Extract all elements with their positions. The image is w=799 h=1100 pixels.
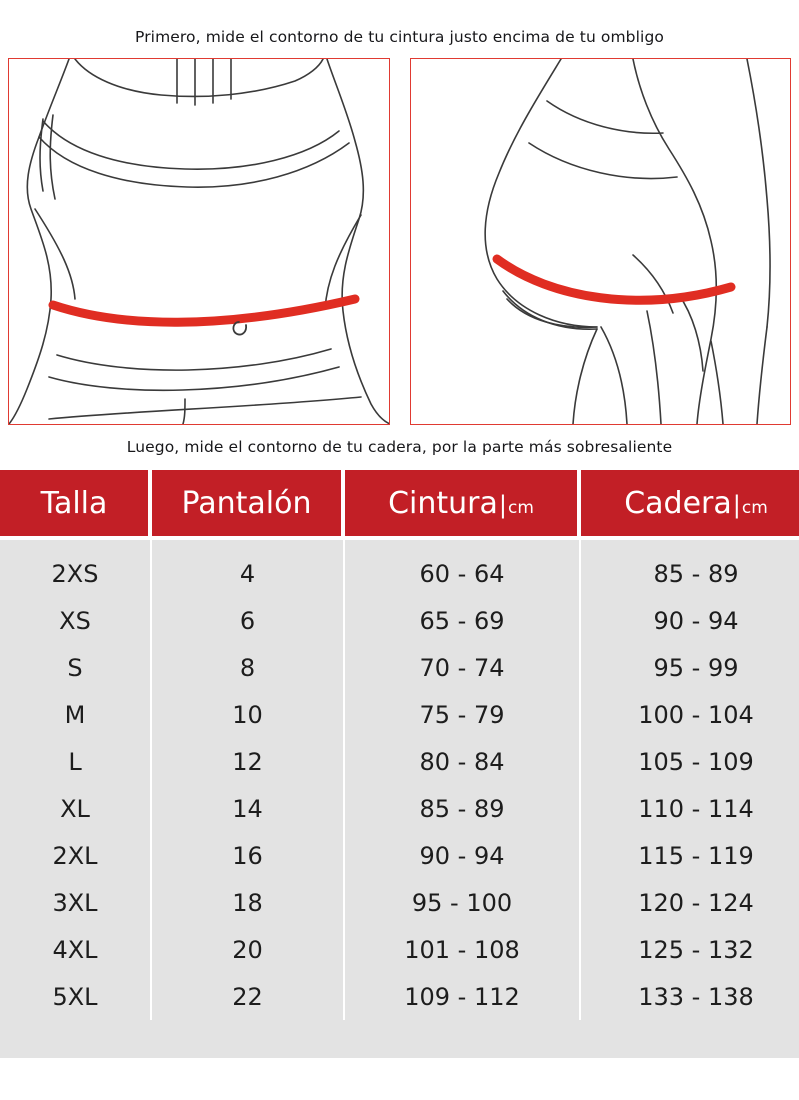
header-cintura [345, 470, 581, 540]
header-cadera-label: Cadera [624, 485, 732, 521]
cell-talla: M [0, 691, 152, 738]
hip-measure-illustration [410, 58, 792, 425]
hip-instruction-text: Luego, mide el contorno de tu cadera, por la parte más sobresaliente [126, 438, 673, 456]
cell-pantalon: 8 [152, 644, 345, 691]
cell-cintura: 60 - 64 [345, 540, 581, 597]
cell-cadera: 105 - 109 [581, 738, 799, 785]
cell-talla: 4XL [0, 926, 152, 973]
cell-talla: 5XL [0, 973, 152, 1020]
header-cintura-unit: cm [507, 497, 534, 518]
cell-pantalon: 22 [152, 973, 345, 1020]
cell-pantalon: 12 [152, 738, 345, 785]
table-row [0, 926, 799, 973]
cell-talla: XL [0, 785, 152, 832]
header-pantalon [152, 470, 345, 540]
table-row [0, 832, 799, 879]
cell-cintura: 85 - 89 [345, 785, 581, 832]
header-cadera [581, 470, 799, 540]
table-row [0, 691, 799, 738]
cell-cadera: 125 - 132 [581, 926, 799, 973]
cell-cintura: 101 - 108 [345, 926, 581, 973]
cell-talla: 3XL [0, 879, 152, 926]
cell-cintura: 109 - 112 [345, 973, 581, 1020]
cell-cadera: 115 - 119 [581, 832, 799, 879]
waist-measure-illustration [8, 58, 390, 425]
cell-cintura: 65 - 69 [345, 597, 581, 644]
cell-cadera: 110 - 114 [581, 785, 799, 832]
cell-pantalon: 4 [152, 540, 345, 597]
cell-cintura: 80 - 84 [345, 738, 581, 785]
table-bottom-spacer [0, 1020, 799, 1058]
size-table [0, 470, 799, 1020]
table-row [0, 644, 799, 691]
cell-talla: 2XL [0, 832, 152, 879]
cell-cadera: 133 - 138 [581, 973, 799, 1020]
waist-instruction-text: Primero, mide el contorno de tu cintura justo encima de tu ombligo [135, 28, 664, 46]
cell-talla: L [0, 738, 152, 785]
cell-cadera: 85 - 89 [581, 540, 799, 597]
cell-pantalon: 14 [152, 785, 345, 832]
cell-cintura: 70 - 74 [345, 644, 581, 691]
size-table-head [0, 470, 799, 540]
cell-talla: XS [0, 597, 152, 644]
cell-cintura: 95 - 100 [345, 879, 581, 926]
cell-cintura: 90 - 94 [345, 832, 581, 879]
header-talla-label: Talla [40, 485, 108, 521]
cell-cadera: 95 - 99 [581, 644, 799, 691]
cell-pantalon: 6 [152, 597, 345, 644]
size-table-body [0, 540, 799, 1020]
header-pantalon-label: Pantalón [181, 485, 312, 521]
cell-pantalon: 18 [152, 879, 345, 926]
header-cintura-separator: | [498, 490, 507, 519]
cell-cadera: 90 - 94 [581, 597, 799, 644]
table-row [0, 785, 799, 832]
table-header-row [0, 470, 799, 540]
cell-talla: 2XS [0, 540, 152, 597]
table-row [0, 738, 799, 785]
header-cintura-label: Cintura [388, 485, 498, 521]
cell-pantalon: 10 [152, 691, 345, 738]
cell-cintura: 75 - 79 [345, 691, 581, 738]
table-row [0, 597, 799, 644]
header-talla [0, 470, 152, 540]
size-table-container [0, 470, 799, 1058]
illustrations-row [0, 58, 799, 425]
cell-cadera: 100 - 104 [581, 691, 799, 738]
table-row [0, 879, 799, 926]
cell-cadera: 120 - 124 [581, 879, 799, 926]
cell-talla: S [0, 644, 152, 691]
cell-pantalon: 16 [152, 832, 345, 879]
table-row [0, 540, 799, 597]
cell-pantalon: 20 [152, 926, 345, 973]
table-row [0, 973, 799, 1020]
header-cadera-separator: | [732, 490, 741, 519]
header-cadera-unit: cm [741, 497, 768, 518]
